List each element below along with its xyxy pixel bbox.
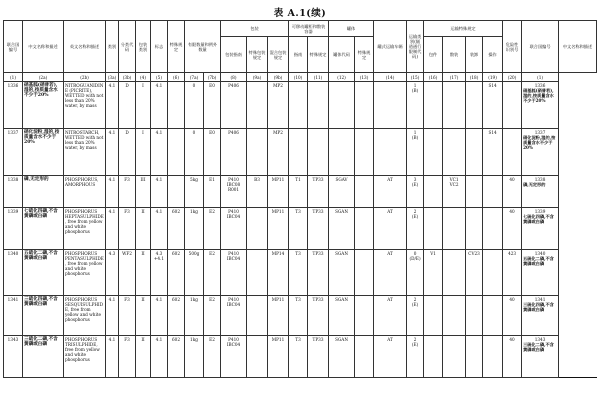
cell-c19: S14: [483, 82, 503, 129]
cell-c19: [483, 208, 503, 250]
header-un-no: 联合国编号: [4, 21, 23, 73]
cell-c9b: MP2: [268, 129, 289, 176]
cell-c17: [443, 208, 466, 250]
cell-cn: 硝基胍(硝普若),湿的,按质量含水不少于20%: [23, 82, 64, 129]
cell-cn2: 三硫化二磷,不含黄磷或白磷: [523, 341, 554, 352]
cell-c12: [329, 82, 355, 129]
col-number: (16): [424, 73, 443, 82]
cell-c19: S14: [483, 129, 503, 176]
header-class: 类别: [106, 21, 119, 73]
header-limited-excepted: 有限数量和例外数量: [185, 21, 221, 73]
cell-c4: I: [136, 129, 151, 176]
cell-c9b: MP11: [268, 176, 289, 208]
cell-c4: II: [136, 250, 151, 296]
cell-c5: 4.1: [151, 82, 168, 129]
cell-c6: [168, 176, 185, 208]
col-number: (4): [136, 73, 151, 82]
cell-c7a: 1kg: [185, 296, 204, 336]
cell-un: 1336: [4, 82, 23, 129]
cell-c18: [466, 176, 483, 208]
cell-un2: 1343: [534, 336, 546, 342]
header-tank-instructions: 指南: [289, 37, 308, 73]
cell-c3b: F3: [119, 296, 136, 336]
cell-c16: [424, 176, 443, 208]
cell-un: 1337: [4, 129, 23, 176]
cell-c20: 40: [503, 208, 522, 250]
col-number: (13): [355, 73, 374, 82]
col-number: (5): [151, 73, 168, 82]
cell-c5: 4.1: [151, 129, 168, 176]
header-mixed-packing: 混合包装规定: [268, 37, 289, 73]
cell-c12: SGAN: [329, 296, 355, 336]
cell-c15: 2 (E): [407, 208, 424, 250]
header-en-name: 英文名称和描述: [64, 21, 106, 73]
cell-c7b: E2: [204, 296, 221, 336]
col-number: (7a): [185, 73, 204, 82]
table-body: [4, 73, 597, 378]
cell-en: PHOSPHORUS, AMORPHOUS: [64, 176, 106, 208]
cell-c8: P410 IBC04: [221, 208, 247, 250]
cell-c15: 2 (E): [407, 336, 424, 378]
cell-c3b: D: [119, 129, 136, 176]
cell-c9a: [247, 129, 268, 176]
col-number: (2b): [64, 73, 106, 82]
cell-c17: [443, 250, 466, 296]
cell-un2: [522, 82, 559, 129]
cell-c9b: MP2: [268, 82, 289, 129]
cell-c3a: 4.1: [106, 296, 119, 336]
cell-c17: VC1 VC2: [443, 176, 466, 208]
col-number: (11): [308, 73, 329, 82]
cell-c7b: E0: [204, 129, 221, 176]
cell-c5: 4.1: [151, 336, 168, 378]
cell-c4: I: [136, 82, 151, 129]
cell-un2: [522, 296, 559, 336]
cell-cn: 磷,无定形的: [23, 176, 64, 208]
cell-c13: [355, 129, 374, 176]
cell-c3b: F3: [119, 208, 136, 250]
cell-c19: [483, 296, 503, 336]
cell-un2: [522, 176, 559, 208]
cell-c4: II: [136, 336, 151, 378]
cell-c14: AT: [374, 336, 407, 378]
cell-c4: III: [136, 176, 151, 208]
cell-c11: [308, 129, 329, 176]
header-operation: 操作: [483, 37, 503, 73]
cell-un2: 1340: [534, 250, 546, 256]
cell-c7a: 5kg: [185, 176, 204, 208]
cell-c8: P406: [221, 129, 247, 176]
header-packaging: 包装: [221, 21, 289, 37]
cell-c11: TP33: [308, 176, 329, 208]
col-number: (10): [289, 73, 308, 82]
cell-c12: SGAV: [329, 176, 355, 208]
cell-c15: 3 (E): [407, 176, 424, 208]
cell-c14: [374, 82, 407, 129]
cell-c15: 0 (D/E): [407, 250, 424, 296]
cell-cn2: 磷,无定形的: [523, 181, 546, 187]
cell-c11: TP33: [308, 208, 329, 250]
cell-c3a: 4.1: [106, 208, 119, 250]
header-hazard-id: 危险性识别号: [503, 21, 522, 73]
cell-c13: [355, 208, 374, 250]
header-tank-special-2: 特殊规定: [355, 37, 374, 73]
cell-c11: TP33: [308, 296, 329, 336]
cell-c14: [374, 129, 407, 176]
cell-cn2: 七硫化四磷,不含黄磷或白磷: [523, 213, 554, 224]
cell-c7a: 0: [185, 129, 204, 176]
cell-cn: 七硫化四磷,不含黄磷或白磷: [23, 208, 64, 250]
cell-c9b: MP14: [268, 250, 289, 296]
table-row: [4, 82, 597, 129]
col-number: (6): [168, 73, 185, 82]
header-packages: 包件: [424, 37, 443, 73]
cell-c13: [355, 250, 374, 296]
cell-c6: 602: [168, 296, 185, 336]
cell-c6: 602: [168, 208, 185, 250]
cell-c11: TP33: [308, 336, 329, 378]
col-number: (12): [329, 73, 355, 82]
col-number: (20): [503, 73, 522, 82]
col-number: (1): [4, 73, 23, 82]
cell-c11: [308, 82, 329, 129]
header-vehicle: 罐式运输车辆: [374, 21, 407, 73]
cell-c14: AT: [374, 176, 407, 208]
cell-c3a: 4.1: [106, 336, 119, 378]
cell-c16: [424, 296, 443, 336]
cell-c9a: [247, 208, 268, 250]
col-number: (19): [483, 73, 503, 82]
cell-un: 1338: [4, 176, 23, 208]
cell-c18: [466, 82, 483, 129]
cell-c3a: 4.1: [106, 176, 119, 208]
header-transport-category: 运输类别(隧道通行限制代码): [407, 21, 424, 73]
cell-c18: [466, 336, 483, 378]
cell-c14: AT: [374, 208, 407, 250]
cell-c16: [424, 336, 443, 378]
header-transport-special: 运输特殊规定: [424, 21, 503, 37]
cell-cn2: 五硫化二磷,不含黄磷或白磷: [523, 255, 554, 266]
cell-c19: [483, 336, 503, 378]
cell-c18: [466, 208, 483, 250]
cell-cn: 五硫化二磷,不含黄磷或白磷: [23, 250, 64, 296]
cell-c5: 4.3 +4.1: [151, 250, 168, 296]
cell-c9a: [247, 82, 268, 129]
cell-c20: 40: [503, 176, 522, 208]
cell-c19: [483, 176, 503, 208]
cell-c20: [503, 82, 522, 129]
cell-un2: 1338: [534, 176, 546, 182]
header-packing-group: 包装类别: [136, 21, 151, 73]
cell-c3b: F3: [119, 176, 136, 208]
cell-c9b: MP11: [268, 336, 289, 378]
cell-c6: 602: [168, 336, 185, 378]
cell-c16: [424, 82, 443, 129]
cell-un2: 1337: [534, 129, 546, 135]
table-row: [4, 336, 597, 378]
header-tank-special: 特殊规定: [308, 37, 329, 73]
cell-c12: SGAN: [329, 208, 355, 250]
cell-c7b: E1: [204, 176, 221, 208]
table-title: 表 A.1(续): [273, 8, 327, 19]
cell-c17: [443, 296, 466, 336]
header-special-provisions: 特殊规定: [168, 21, 185, 73]
cell-c8: P410 IBC04: [221, 336, 247, 378]
cell-c16: [424, 129, 443, 176]
header-classification-code: 分类代码: [119, 21, 136, 73]
cell-c9a: [247, 336, 268, 378]
cell-c17: [443, 336, 466, 378]
header-cn-name-2: 中文名称和描述: [559, 21, 597, 73]
cell-c15: 1 (B): [407, 82, 424, 129]
cell-c10: T3: [289, 208, 308, 250]
cell-c5: 4.1: [151, 208, 168, 250]
cell-c20: 40: [503, 296, 522, 336]
cell-c7a: 1kg: [185, 336, 204, 378]
cell-c20: 423: [503, 250, 522, 296]
cell-un2: [522, 250, 559, 296]
col-number: (1): [522, 73, 559, 82]
cell-c9a: B3: [247, 176, 268, 208]
cell-c7b: E2: [204, 336, 221, 378]
cell-c16: [424, 208, 443, 250]
col-number: (9a): [247, 73, 268, 82]
col-number: (8): [221, 73, 247, 82]
cell-c7b: E2: [204, 250, 221, 296]
cell-c18: [466, 296, 483, 336]
cell-un2: [522, 208, 559, 250]
cell-c8: P406: [221, 82, 247, 129]
cell-c10: T3: [289, 296, 308, 336]
cell-un2: [522, 129, 559, 176]
cell-c13: [355, 176, 374, 208]
cell-c18: [466, 129, 483, 176]
cell-un2: [522, 336, 559, 378]
cell-c13: [355, 296, 374, 336]
cell-en: NITROGUANIDINE (PICRITE), WETTED with not less than 20% water, by mass: [64, 82, 106, 129]
cell-c13: [355, 336, 374, 378]
cell-un2: 1336: [534, 82, 546, 88]
cell-c8: P410 IBC04: [221, 250, 247, 296]
header-bulk: 散装: [443, 37, 466, 73]
cell-en: PHOSPHORUS TRISULPHIDE, free from yellow and white phosphorus: [64, 336, 106, 378]
cell-c20: 40: [503, 336, 522, 378]
col-number: (3a): [106, 73, 119, 82]
cell-c5: 4.1: [151, 176, 168, 208]
cell-un: 1339: [4, 208, 23, 250]
column-number-row: [4, 73, 597, 82]
cell-un2: 1341: [534, 296, 546, 302]
cell-c12: SGAN: [329, 250, 355, 296]
header-labels: 标志: [151, 21, 168, 73]
cell-c11: TP33: [308, 250, 329, 296]
cell-cn: 三硫化四磷,不含黄磷或白磷: [23, 296, 64, 336]
col-number: (9b): [268, 73, 289, 82]
cell-c10: T3: [289, 336, 308, 378]
cell-c8: P410 IBC08 R001: [221, 176, 247, 208]
cell-un: 1343: [4, 336, 23, 378]
header-pkg-instructions: 包装指南: [221, 37, 247, 73]
cell-un: 1340: [4, 250, 23, 296]
cell-c9a: [247, 250, 268, 296]
cell-cn: 三硫化二磷,不含黄磷或白磷: [23, 336, 64, 378]
cell-c7b: E2: [204, 208, 221, 250]
cell-c15: 2 (E): [407, 296, 424, 336]
cell-c19: [483, 250, 503, 296]
cell-c20: [503, 129, 522, 176]
cell-c18: CV23: [466, 250, 483, 296]
cell-c10: T1: [289, 176, 308, 208]
cell-c6: [168, 129, 185, 176]
table-row: [4, 176, 597, 208]
cell-c9a: [247, 296, 268, 336]
cell-c10: [289, 82, 308, 129]
col-number: (3b): [119, 73, 136, 82]
cell-c7b: E0: [204, 82, 221, 129]
cell-c17: [443, 82, 466, 129]
cell-c3b: F3: [119, 336, 136, 378]
cell-c12: [329, 129, 355, 176]
cell-cn2: 硝基胍(硝普若),湿的,按质量含水不少于20%: [523, 87, 554, 103]
table-row: [4, 250, 597, 296]
table-row: [4, 129, 597, 176]
header-tank-code: 罐体代码: [329, 37, 355, 73]
cell-c7a: 500g: [185, 250, 204, 296]
cell-c13: [355, 82, 374, 129]
col-number: (2a): [23, 73, 64, 82]
col-number: (7b): [204, 73, 221, 82]
cell-c3b: D: [119, 82, 136, 129]
cell-c10: [289, 129, 308, 176]
header-pkg-special: 特殊包装规定: [247, 37, 268, 73]
cell-c3a: 4.1: [106, 129, 119, 176]
cell-un: 1341: [4, 296, 23, 336]
cell-c10: T3: [289, 250, 308, 296]
cell-c15: 1 (B): [407, 129, 424, 176]
cell-en: NITROSTARCH, WETTED with not less than 20% water, by mass: [64, 129, 106, 176]
cell-cn2: 三硫化四磷,不含黄磷或白磷: [523, 301, 554, 312]
table-row: [4, 296, 597, 336]
cell-c17: [443, 129, 466, 176]
header-loading: 装卸: [466, 37, 483, 73]
cell-un2: 1339: [534, 208, 546, 214]
col-number: (15): [407, 73, 424, 82]
col-number: (17): [443, 73, 466, 82]
cell-c7a: 1kg: [185, 208, 204, 250]
cell-cn: 硝化淀粉,湿的,按质量含水不少于20%: [23, 129, 64, 176]
cell-c16: V1: [424, 250, 443, 296]
header-tank-group: 可移动罐柜和散装容器: [289, 21, 329, 37]
cell-cn2: 硝化淀粉,湿的,按质量含水不少于20%: [523, 134, 556, 150]
cell-c5: 4.1: [151, 296, 168, 336]
header-un-no-2: 联合国编号: [522, 21, 559, 73]
cell-c14: AT: [374, 296, 407, 336]
cell-c4: II: [136, 208, 151, 250]
cell-c4: II: [136, 296, 151, 336]
header-cn-name: 中文名称和描述: [23, 21, 64, 73]
cell-c3a: 4.3: [106, 250, 119, 296]
header-tanks: 罐体: [329, 21, 374, 37]
col-number: (18): [466, 73, 483, 82]
cell-c3b: WF2: [119, 250, 136, 296]
cell-en: PHOSPHORUS SESQUISULPHIDE, free from yellow and white phosphorus: [64, 296, 106, 336]
cell-c6: [168, 82, 185, 129]
dangerous-goods-table: [3, 20, 597, 378]
cell-c6: 602: [168, 250, 185, 296]
cell-c12: SGAN: [329, 336, 355, 378]
cell-en: PHOSPHORUS PENTASULPHIDE, free from yellow and white phosphorus: [64, 250, 106, 296]
cell-c8: P410 IBC04: [221, 296, 247, 336]
table-row: [4, 208, 597, 250]
cell-c14: AT: [374, 250, 407, 296]
cell-c3a: 4.1: [106, 82, 119, 129]
cell-c7a: 0: [185, 82, 204, 129]
cell-c9b: MP11: [268, 296, 289, 336]
cell-en: PHOSPHORUS HEPTASULPHIDE, free from yellow and white phosphorus: [64, 208, 106, 250]
cell-c9b: MP11: [268, 208, 289, 250]
col-number: (14): [374, 73, 407, 82]
